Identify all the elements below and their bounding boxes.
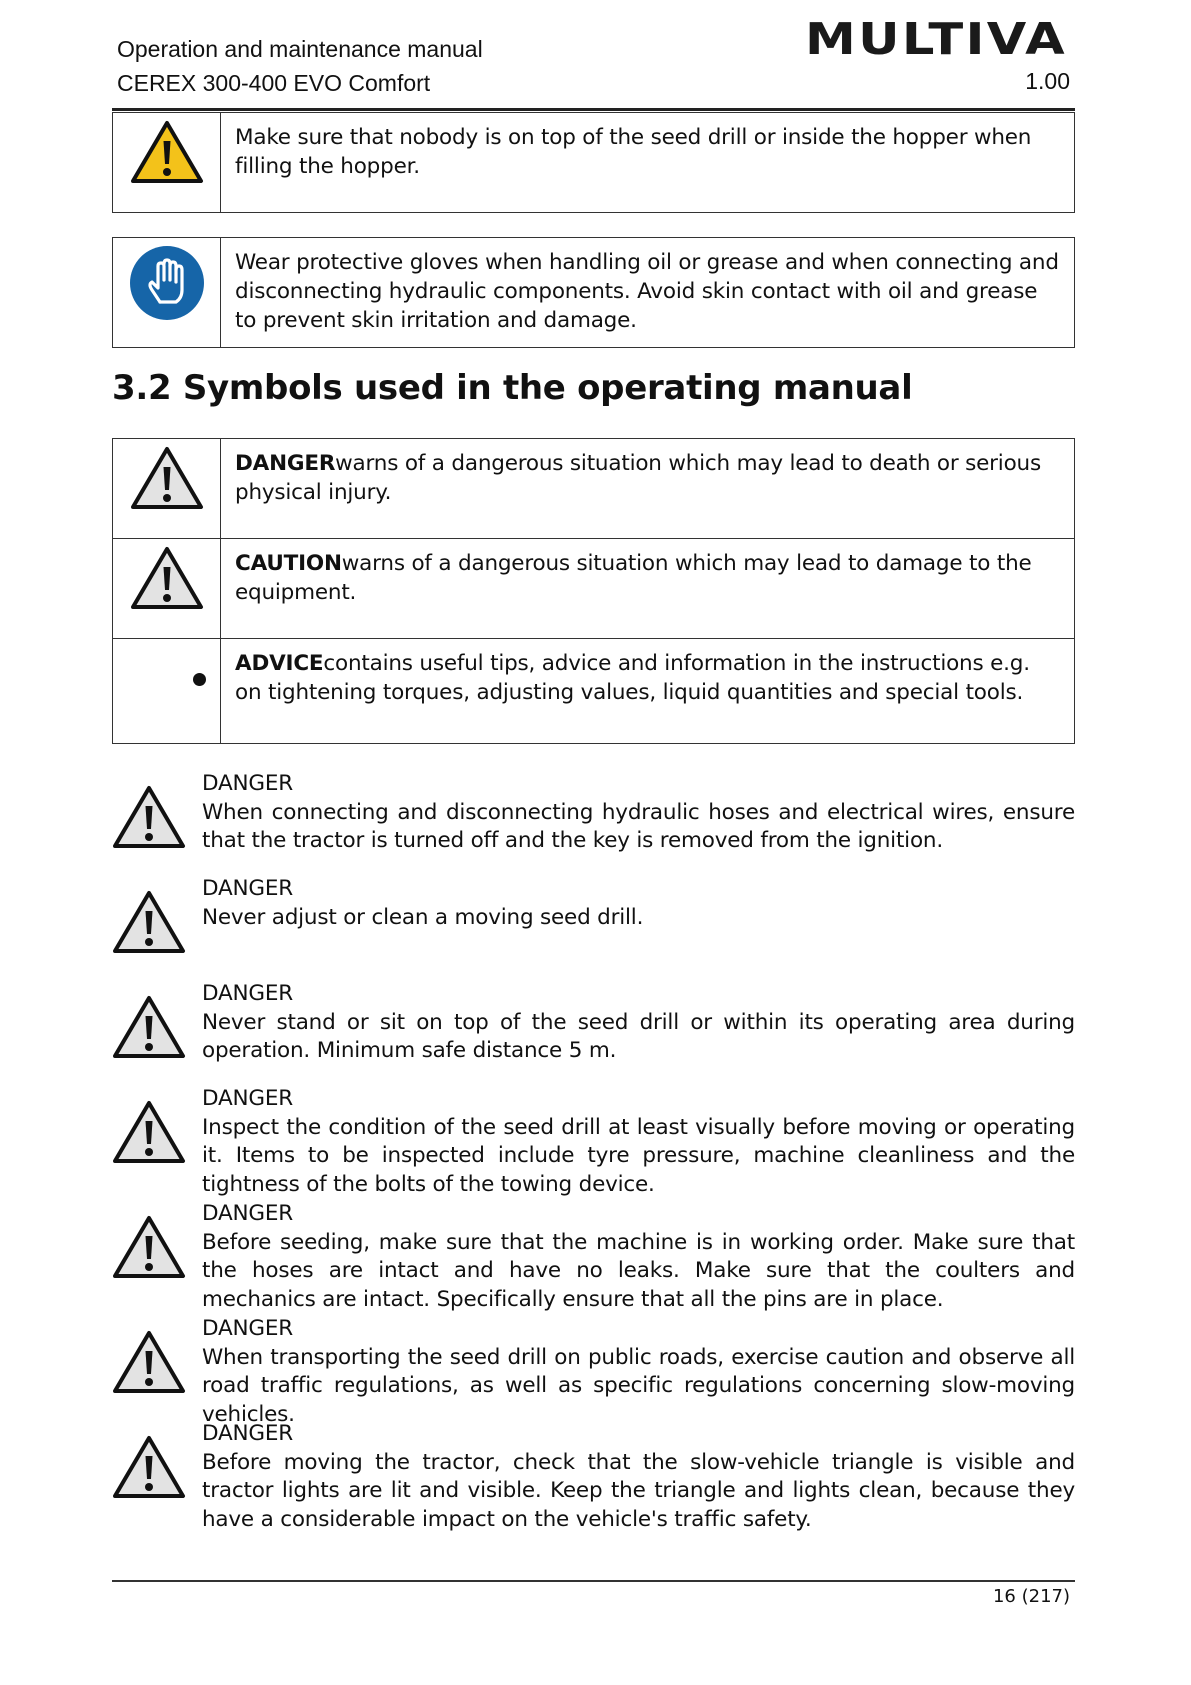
symbol-icon-cell <box>113 639 221 743</box>
danger-label: DANGER <box>202 771 293 796</box>
svg-text:MULTIVA: MULTIVA <box>805 14 1067 62</box>
warning-triangle-icon <box>112 1099 186 1165</box>
danger-text: When connecting and disconnecting hydraulic hoses and electrical wires, ensure that the tractor is turned off and the key is removed from the ignition. <box>202 799 1075 853</box>
danger-label: DANGER <box>202 1201 293 1226</box>
symbol-text: warns of a dangerous situation which may lead to damage to the equipment. <box>235 551 1032 605</box>
danger-item <box>112 1315 1075 1429</box>
symbol-description <box>221 539 1074 638</box>
symbol-text: warns of a dangerous situation which may lead to death or serious physical injury. <box>235 451 1041 505</box>
notice-text: Make sure that nobody is on top of the seed drill or inside the hopper when filling the hopper. <box>235 125 1032 179</box>
danger-text: When transporting the seed drill on public roads, exercise caution and observe all road traffic regulations, as well as specific regulations concerning slow-moving vehicles. <box>202 1344 1075 1427</box>
bullet-icon <box>193 673 206 686</box>
warning-triangle-yellow-icon <box>130 119 204 185</box>
footer-divider <box>112 1580 1075 1582</box>
symbol-term: CAUTION <box>235 551 342 576</box>
danger-text: Never adjust or clean a moving seed drill. <box>202 904 644 930</box>
multiva-logo <box>805 14 1070 62</box>
symbol-description <box>221 439 1074 538</box>
danger-text: Before moving the tractor, check that the slow-vehicle triangle is visible and tractor lights are lit and visible. Keep the triangle and lights clean, because they have a considerable impact on the vehicle's traffic safety. <box>202 1449 1075 1532</box>
section-title: 3.2 Symbols used in the operating manual <box>112 368 913 408</box>
danger-label: DANGER <box>202 981 293 1006</box>
notice-icon-cell <box>113 238 221 347</box>
document-header <box>117 32 483 100</box>
notice-text: Wear protective gloves when handling oil or grease and when connecting and disconnecting hydraulic components. Avoid skin contact with oil and grease to prevent skin irritation and damage. <box>235 250 1059 333</box>
symbol-icon-cell <box>113 539 221 638</box>
warning-triangle-icon <box>130 445 204 511</box>
danger-item <box>112 770 1075 856</box>
danger-text: Before seeding, make sure that the machine is in working order. Make sure that the hoses are intact and have no leaks. Make sure that the coulters and mechanics are intact. Specifically ensure that all the pins are in place. <box>202 1229 1075 1312</box>
symbol-row-caution <box>113 539 1074 639</box>
notice-icon-cell <box>113 113 221 212</box>
symbols-table <box>112 438 1075 744</box>
danger-item <box>112 1200 1075 1314</box>
danger-label: DANGER <box>202 1316 293 1341</box>
symbol-row-advice <box>113 639 1074 743</box>
protective-gloves-icon <box>128 244 206 322</box>
symbol-icon-cell <box>113 439 221 538</box>
warning-triangle-icon <box>112 784 186 850</box>
notice-gloves <box>112 237 1075 348</box>
danger-text: Never stand or sit on top of the seed drill or within its operating area during operation. Minimum safe distance 5 m. <box>202 1009 1075 1063</box>
danger-label: DANGER <box>202 1421 293 1446</box>
manual-title: Operation and maintenance manual <box>117 36 483 62</box>
warning-triangle-icon <box>112 1214 186 1280</box>
warning-triangle-icon <box>112 1329 186 1395</box>
danger-item <box>112 875 1075 959</box>
header-divider <box>112 108 1075 111</box>
symbol-description <box>221 639 1074 743</box>
document-version: 1.00 <box>1025 68 1070 94</box>
symbol-row-danger <box>113 439 1074 539</box>
warning-triangle-icon <box>112 1434 186 1500</box>
notice-hopper <box>112 112 1075 213</box>
danger-item <box>112 980 1075 1066</box>
danger-label: DANGER <box>202 876 293 901</box>
symbol-term: ADVICE <box>235 651 324 676</box>
page-number: 16 (217) <box>992 1586 1070 1607</box>
symbol-text: contains useful tips, advice and information in the instructions e.g. on tightening torques, adjusting values, liquid quantities and special tools. <box>235 651 1030 705</box>
danger-item <box>112 1085 1075 1199</box>
warning-triangle-icon <box>130 545 204 611</box>
symbol-term: DANGER <box>235 451 336 476</box>
danger-label: DANGER <box>202 1086 293 1111</box>
product-name: CEREX 300-400 EVO Comfort <box>117 70 431 96</box>
warning-triangle-icon <box>112 889 186 955</box>
danger-text: Inspect the condition of the seed drill at least visually before moving or operating it. Items to be inspected include tyre pressure, machine cleanliness and the tightness of the bolts of the towing device. <box>202 1114 1075 1197</box>
danger-item <box>112 1420 1075 1534</box>
warning-triangle-icon <box>112 994 186 1060</box>
